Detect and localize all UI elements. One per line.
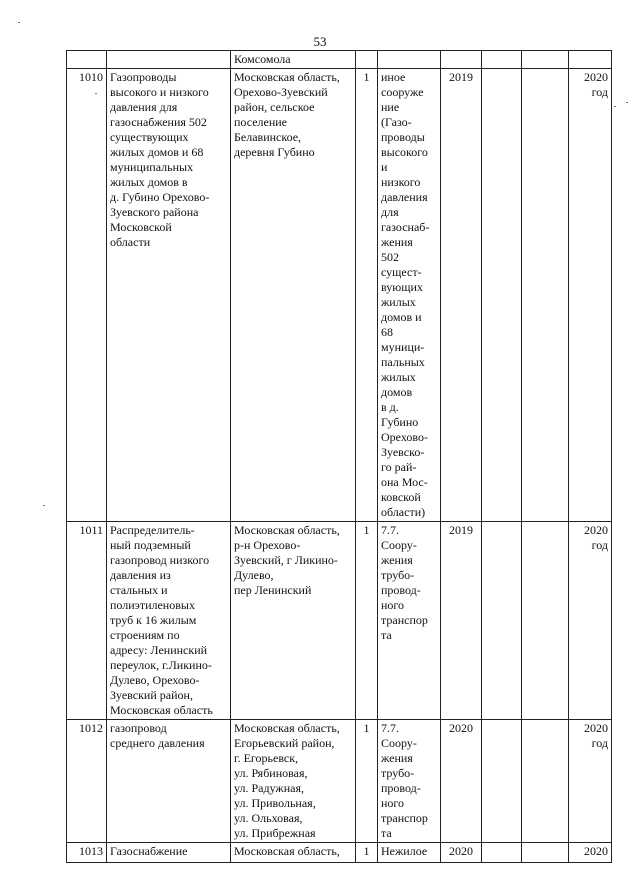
empty-cell bbox=[482, 843, 522, 863]
object-quantity bbox=[356, 51, 378, 69]
object-purpose: 7.7. Соору- жения трубо- провод- ного транспор та bbox=[378, 720, 441, 843]
object-purpose: 7.7. Соору- жения трубо- провод- ного транспор та bbox=[378, 522, 441, 720]
object-name: Распределитель- ный подземный газопровод низкого давления из стальных и полиэтиленовых труб к 16 жилым строениям по адресу: Ленинский переулок, г.Ликино- Дулево, Орехово- Зуевский район, Московская область bbox=[107, 522, 231, 720]
page-number: 53 bbox=[313, 34, 327, 49]
empty-cell bbox=[522, 522, 569, 720]
row-number: 1013 bbox=[67, 843, 107, 863]
empty-cell bbox=[482, 51, 522, 69]
term-cell: 2020 год bbox=[569, 522, 612, 720]
object-purpose: иное сооруже ние (Газо- проводы высокого и низкого давления для газоснаб- жения 502 сущест- вующих жилых домов и 68 муници- пальных жилых домов в д. Губино Орехово- Зуевско- го рай- она Мос- ковской области) bbox=[378, 69, 441, 522]
empty-cell bbox=[522, 843, 569, 863]
row-number: 1010 bbox=[67, 69, 107, 522]
object-address: Комсомола bbox=[231, 51, 356, 69]
scan-speck bbox=[614, 106, 616, 107]
row-number bbox=[67, 51, 107, 69]
term-cell bbox=[569, 51, 612, 69]
empty-cell bbox=[482, 69, 522, 522]
term-cell: 2020 год bbox=[569, 720, 612, 843]
object-purpose: Нежилое bbox=[378, 843, 441, 863]
object-name: газопровод среднего давления bbox=[107, 720, 231, 843]
table-row bbox=[67, 843, 612, 863]
table-row bbox=[67, 51, 612, 69]
object-name: Газоснабжение bbox=[107, 843, 231, 863]
year-cell: 2019 bbox=[441, 69, 482, 522]
object-address: Московская область, bbox=[231, 843, 356, 863]
year-cell bbox=[441, 51, 482, 69]
scan-speck bbox=[95, 93, 97, 94]
year-cell: 2020 bbox=[441, 843, 482, 863]
object-address: Московская область, р-н Орехово- Зуевский, г Ликино- Дулево, пер Ленинский bbox=[231, 522, 356, 720]
term-cell: 2020 bbox=[569, 843, 612, 863]
row-number: 1011 bbox=[67, 522, 107, 720]
table-row bbox=[67, 522, 612, 720]
empty-cell bbox=[522, 69, 569, 522]
object-name: Газопроводы высокого и низкого давления для газоснабжения 502 существующих жилых домов и 68 муниципальных жилых домов в д. Губино Орехово- Зуевского района Московской области bbox=[107, 69, 231, 522]
year-cell: 2020 bbox=[441, 720, 482, 843]
object-quantity: 1 bbox=[356, 720, 378, 843]
object-purpose bbox=[378, 51, 441, 69]
object-quantity: 1 bbox=[356, 522, 378, 720]
property-register-table bbox=[66, 50, 612, 863]
empty-cell bbox=[522, 51, 569, 69]
row-number: 1012 bbox=[67, 720, 107, 843]
scan-speck bbox=[626, 102, 628, 103]
scan-speck bbox=[18, 22, 20, 23]
year-cell: 2019 bbox=[441, 522, 482, 720]
object-address: Московская область, Орехово-Зуевский район, сельское поселение Белавинское, деревня Губино bbox=[231, 69, 356, 522]
object-name bbox=[107, 51, 231, 69]
empty-cell bbox=[522, 720, 569, 843]
term-cell: 2020 год bbox=[569, 69, 612, 522]
empty-cell bbox=[482, 720, 522, 843]
object-address: Московская область, Егорьевский район, г. Егорьевск, ул. Рябиновая, ул. Радужная, ул. Привольная, ул. Ольховая, ул. Прибрежная bbox=[231, 720, 356, 843]
object-quantity: 1 bbox=[356, 843, 378, 863]
scan-speck bbox=[43, 505, 45, 506]
empty-cell bbox=[482, 522, 522, 720]
table-row bbox=[67, 720, 612, 843]
object-quantity: 1 bbox=[356, 69, 378, 522]
table-row bbox=[67, 69, 612, 522]
